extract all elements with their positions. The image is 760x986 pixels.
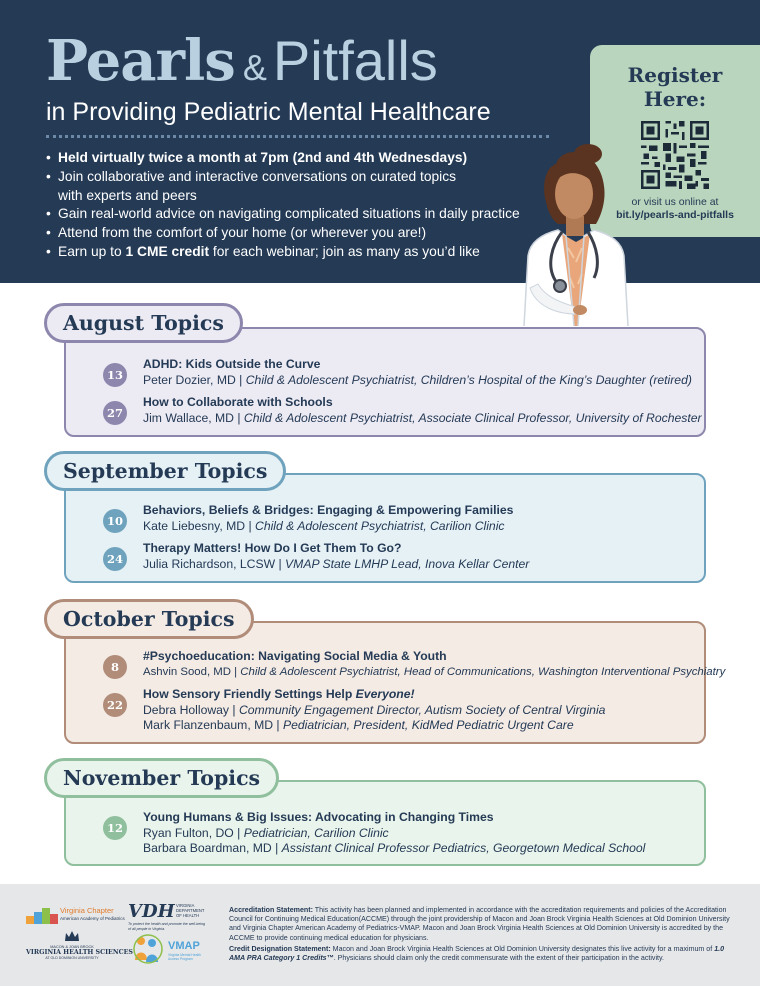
event-speaker: Peter Dozier, MD | Child & Adolescent Psychiatrist, Children’s Hospital of the King’s Daughter (retired) bbox=[143, 372, 692, 387]
event-speaker: Ryan Fulton, DO | Pediatrician, Carilion Clinic bbox=[143, 825, 389, 840]
title-ampersand: & bbox=[242, 47, 267, 88]
feature-item-continued: with experts and peers bbox=[58, 187, 197, 203]
brock-logo: MACON & JOAN BROCK VIRGINIA HEALTH SCIENCES AT OLD DOMINION UNIVERSITY bbox=[26, 930, 118, 970]
event-title: How Sensory Friendly Settings Help Everyone! bbox=[143, 687, 415, 701]
august-topics-box bbox=[64, 327, 706, 437]
event-item bbox=[103, 810, 696, 858]
credit-designation-paragraph: Credit Designation Statement: Macon and Joan Brock Virginia Health Sciences at Old Dominion University designates this live activity for a maximum of 1.0 AMA PRA Category 1 Credits™. Physicians should claim only the credit commensurate with the extent of their participation in the activity. bbox=[229, 944, 725, 963]
date-badge: 13 bbox=[103, 363, 127, 387]
date-badge: 12 bbox=[103, 816, 127, 840]
title-pearls: Pearls bbox=[46, 28, 235, 94]
date-badge: 10 bbox=[103, 509, 127, 533]
accreditation-paragraph: Accreditation Statement: This activity has been planned and implemented in accordance with the accreditation requirements and policies of the Accreditation Council for Continuing Medical Education(ACCME) through the joint providership of Macon and Joan Brock Virginia Health Sciences at Old Dominion University and Virginia Chapter American Academy of Pediatrics-VMAP. Macon and Joan Brock Virginia Health Sciences at Old Dominion University is accredited by the ACCME to provide continuing medical education for physicians. bbox=[229, 906, 730, 942]
feature-item: • Gain real-world advice on navigating complicated situations in daily practice bbox=[46, 205, 566, 224]
register-title: Register Here: bbox=[627, 63, 723, 111]
feature-item: • Earn up to 1 CME credit for each webinar; join as many as you’d like bbox=[46, 243, 566, 262]
vmap-logo: VMAP Virginia Mental Health Access Program bbox=[132, 934, 210, 968]
section-tab-august: August Topics bbox=[44, 303, 243, 343]
register-visit-text: or visit us online at bbox=[631, 196, 719, 208]
section-september bbox=[44, 451, 706, 583]
section-october bbox=[44, 599, 726, 744]
dotted-divider bbox=[46, 135, 549, 138]
qr-code-icon[interactable] bbox=[641, 121, 709, 189]
page-subtitle: in Providing Pediatric Mental Healthcare bbox=[46, 98, 491, 126]
event-speaker: Julia Richardson, LCSW | VMAP State LMHP Lead, Inova Kellar Center bbox=[143, 556, 530, 571]
section-tab-october: October Topics bbox=[44, 599, 254, 639]
title-pitfalls: Pitfalls bbox=[272, 29, 438, 92]
crown-icon bbox=[64, 930, 80, 942]
date-badge: 22 bbox=[103, 693, 127, 717]
vmap-people-icon bbox=[132, 934, 164, 964]
event-title: Young Humans & Big Issues: Advocating in Changing Times bbox=[143, 810, 494, 824]
event-title: Therapy Matters! How Do I Get Them To Go? bbox=[143, 541, 402, 555]
vdh-logo: VDH VIRGINIA DEPARTMENT OF HEALTH To protect the health and promote the well-being of all people in Virginia. bbox=[128, 901, 205, 931]
event-title: #Psychoeducation: Navigating Social Media & Youth bbox=[143, 649, 447, 663]
section-august bbox=[44, 303, 706, 437]
doctor-illustration bbox=[516, 138, 636, 326]
event-speaker: Kate Liebesny, MD | Child & Adolescent Psychiatrist, Carilion Clinic bbox=[143, 518, 505, 533]
date-badge: 24 bbox=[103, 547, 127, 571]
event-speaker: Ashvin Sood, MD | Child & Adolescent Psychiatrist, Head of Communications, Washington Interventional Psychiatry bbox=[143, 665, 726, 678]
event-item bbox=[103, 395, 702, 427]
section-november bbox=[44, 758, 706, 866]
feature-item: • Attend from the comfort of your home (or wherever you are!) bbox=[46, 224, 566, 243]
event-speaker: Barbara Boardman, MD | Assistant Clinical Professor Pediatrics, Georgetown Medical School bbox=[143, 841, 646, 855]
page-title bbox=[46, 28, 438, 94]
event-item bbox=[103, 541, 696, 573]
event-title: How to Collaborate with Schools bbox=[143, 395, 333, 409]
event-item bbox=[103, 357, 696, 389]
event-speaker: Mark Flanzenbaum, MD | Pediatrician, President, KidMed Pediatric Urgent Care bbox=[143, 718, 574, 732]
feature-list bbox=[46, 149, 566, 262]
aap-blocks-icon bbox=[26, 906, 60, 926]
section-tab-september: September Topics bbox=[44, 451, 286, 491]
event-title: ADHD: Kids Outside the Curve bbox=[143, 357, 321, 371]
event-item bbox=[103, 687, 696, 735]
register-url-link[interactable]: bit.ly/pearls-and-pitfalls bbox=[616, 209, 734, 221]
accreditation-statement bbox=[229, 906, 734, 965]
feature-item: • Held virtually twice a month at 7pm (2nd and 4th Wednesdays) bbox=[46, 149, 566, 168]
october-topics-box bbox=[64, 621, 726, 744]
event-speaker: Debra Holloway | Community Engagement Director, Autism Society of Central Virginia bbox=[143, 702, 606, 717]
event-item bbox=[103, 649, 726, 681]
date-badge: 8 bbox=[103, 655, 127, 679]
feature-item: • Join collaborative and interactive conversations on curated topics bbox=[46, 168, 566, 187]
event-item bbox=[103, 503, 696, 535]
event-title: Behaviors, Beliefs & Bridges: Engaging & Empowering Families bbox=[143, 503, 514, 517]
aap-logo: Virginia Chapter American Academy of Pediatrics bbox=[26, 904, 121, 926]
date-badge: 27 bbox=[103, 401, 127, 425]
section-tab-november: November Topics bbox=[44, 758, 279, 798]
event-speaker: Jim Wallace, MD | Child & Adolescent Psychiatrist, Associate Clinical Professor, University of Rochester bbox=[143, 410, 702, 425]
